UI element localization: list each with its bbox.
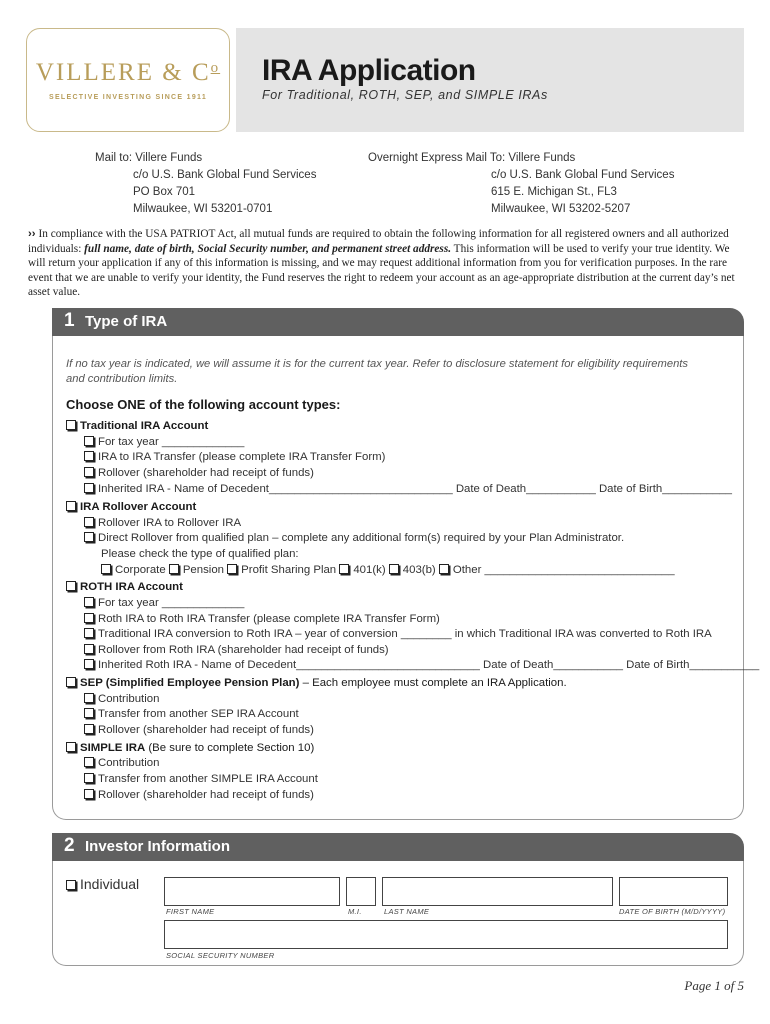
option-corporate[interactable]: Corporate xyxy=(101,564,166,576)
first-name-field[interactable] xyxy=(164,877,340,906)
section-2-header xyxy=(52,833,744,861)
middle-initial-field[interactable] xyxy=(346,877,376,906)
option-simple-contribution[interactable]: Contribution xyxy=(84,756,159,771)
checkbox[interactable] xyxy=(84,693,94,703)
logo-superscript: o xyxy=(210,60,221,76)
option-rollover[interactable]: Rollover (shareholder had receipt of funds) xyxy=(84,466,314,481)
section-1-header xyxy=(52,308,744,336)
logo-tagline: SELECTIVE INVESTING SINCE 1911 xyxy=(48,94,208,101)
chevron-right-icon: ›› xyxy=(28,228,36,240)
header-band xyxy=(236,28,744,132)
checkbox[interactable] xyxy=(84,467,94,477)
option-ira-rollover-account[interactable]: IRA Rollover Account xyxy=(66,500,196,515)
option-403b[interactable]: 403(b) xyxy=(389,564,436,576)
overnight-address xyxy=(368,150,674,218)
checkbox[interactable] xyxy=(84,628,94,638)
patriot-text-bold: full name, date of birth, Social Security number, and permanent street address. xyxy=(84,242,452,255)
option-other[interactable]: Other ______________________________ xyxy=(439,564,675,576)
option-sep-contribution[interactable]: Contribution xyxy=(84,692,159,707)
patriot-text-a: In compliance with the USA PATRIOT Act, all mutual funds are required to obtain the following information for all registered owners and all authorized individuals: xyxy=(28,228,729,255)
choose-heading: Choose ONE of the following account types: xyxy=(66,397,341,412)
section-title: Investor Information xyxy=(85,838,231,855)
first-name-label: FIRST NAME xyxy=(166,907,215,916)
option-tax-year[interactable]: For tax year _____________ xyxy=(84,435,244,450)
last-name-label: LAST NAME xyxy=(384,907,430,916)
option-rollover-ira[interactable]: Rollover IRA to Rollover IRA xyxy=(84,516,241,531)
overnight-line: 615 E. Michigan St., FL3 xyxy=(491,186,617,198)
overnight-line: Milwaukee, WI 53202-5207 xyxy=(491,203,631,215)
overnight-line: Villere Funds xyxy=(508,152,576,164)
logo xyxy=(26,28,230,132)
checkbox[interactable] xyxy=(84,724,94,734)
checkbox[interactable] xyxy=(84,773,94,783)
overnight-line: c/o U.S. Bank Global Fund Services xyxy=(491,169,675,181)
last-name-field[interactable] xyxy=(382,877,613,906)
patriot-text-b: This information will be used to verify your true identity. We will return your application if any of this information is missing, and we may request additional information from you for verification purposes. In the rare event that we are unable to verify your identity, the Fund reserves the right to redeem your account as an age-appropriate distribution at the current day’s net asset value. xyxy=(28,242,735,299)
checkbox[interactable] xyxy=(84,789,94,799)
option-401k[interactable]: 401(k) xyxy=(339,564,385,576)
logo-name: VILLERE & $C^o$ xyxy=(35,59,221,86)
option-roth-conversion[interactable]: Traditional IRA conversion to Roth IRA – year of conversion ________ in which Traditional IRA was converted to Roth IRA xyxy=(84,627,712,642)
checkbox[interactable] xyxy=(84,483,94,493)
checkbox[interactable] xyxy=(84,517,94,527)
ssn-label: SOCIAL SECURITY NUMBER xyxy=(166,951,275,960)
checkbox[interactable] xyxy=(84,757,94,767)
mail-line: Milwaukee, WI 53201-0701 xyxy=(133,203,273,215)
option-sep[interactable]: SEP (Simplified Employee Pension Plan) – Each employee must complete an IRA Application. xyxy=(66,676,567,691)
checkbox[interactable] xyxy=(169,564,179,574)
section-number: 2 xyxy=(64,835,75,856)
checkbox[interactable] xyxy=(66,880,76,890)
checkbox[interactable] xyxy=(101,564,111,574)
option-sep-rollover[interactable]: Rollover (shareholder had receipt of funds) xyxy=(84,723,314,738)
mail-address xyxy=(95,150,316,218)
option-simple-rollover[interactable]: Rollover (shareholder had receipt of funds) xyxy=(84,788,314,803)
ssn-field[interactable] xyxy=(164,920,728,949)
option-traditional-ira[interactable]: Traditional IRA Account xyxy=(66,419,208,434)
checkbox[interactable] xyxy=(66,581,76,591)
checkbox[interactable] xyxy=(84,451,94,461)
checkbox[interactable] xyxy=(227,564,237,574)
section-number: 1 xyxy=(64,310,75,331)
option-profit-sharing[interactable]: Profit Sharing Plan xyxy=(227,564,336,576)
section-title: Type of IRA xyxy=(85,313,168,330)
option-ira-transfer[interactable]: IRA to IRA Transfer (please complete IRA Transfer Form) xyxy=(84,450,385,465)
option-inherited-ira[interactable]: Inherited IRA - Name of Decedent_____________________________ Date of Death___________ Date of Birth___________ xyxy=(84,482,732,497)
date-of-birth-label: DATE OF BIRTH (M/D/YYYY) xyxy=(619,907,726,916)
option-direct-rollover[interactable]: Direct Rollover from qualified plan – complete any additional form(s) required by your Plan Administrator. xyxy=(84,531,624,546)
checkbox[interactable] xyxy=(339,564,349,574)
page-subtitle: For Traditional, ROTH, SEP, and SIMPLE IRAs xyxy=(262,88,548,102)
mail-line: Villere Funds xyxy=(135,152,203,164)
mail-label: Mail to: xyxy=(95,152,133,164)
option-sep-transfer[interactable]: Transfer from another SEP IRA Account xyxy=(84,707,299,722)
checkbox[interactable] xyxy=(389,564,399,574)
option-individual[interactable]: Individual xyxy=(66,876,139,892)
checkbox[interactable] xyxy=(84,644,94,654)
mail-line: PO Box 701 xyxy=(133,186,196,198)
middle-initial-label: M.I. xyxy=(348,907,362,916)
patriot-act-notice xyxy=(28,227,748,300)
section-1-note: If no tax year is indicated, we will assume it is for the current tax year. Refer to disclosure statement for eligibility requirements and contribution limits. xyxy=(66,358,688,385)
option-simple-transfer[interactable]: Transfer from another SIMPLE IRA Account xyxy=(84,772,318,787)
checkbox[interactable] xyxy=(84,532,94,542)
option-simple-ira[interactable]: SIMPLE IRA (Be sure to complete Section 10) xyxy=(66,741,314,756)
checkbox[interactable] xyxy=(84,613,94,623)
option-roth-ira-account[interactable]: ROTH IRA Account xyxy=(66,580,183,595)
option-inherited-roth[interactable]: Inherited Roth IRA - Name of Decedent_____________________________ Date of Death___________ Date of Birth___________ xyxy=(84,658,759,673)
qualified-plan-options xyxy=(101,563,675,578)
mail-line: c/o U.S. Bank Global Fund Services xyxy=(133,169,317,181)
option-roth-tax-year[interactable]: For tax year _____________ xyxy=(84,596,244,611)
checkbox[interactable] xyxy=(84,436,94,446)
option-pension[interactable]: Pension xyxy=(169,564,224,576)
qualified-plan-label: Please check the type of qualified plan: xyxy=(101,548,299,560)
checkbox[interactable] xyxy=(439,564,449,574)
checkbox[interactable] xyxy=(66,742,76,752)
page-title: IRA Application xyxy=(262,54,476,87)
date-of-birth-field[interactable] xyxy=(619,877,728,906)
checkbox[interactable] xyxy=(84,659,94,669)
checkbox[interactable] xyxy=(66,501,76,511)
checkbox[interactable] xyxy=(66,677,76,687)
checkbox[interactable] xyxy=(84,597,94,607)
overnight-label: Overnight Express Mail To: xyxy=(368,152,506,164)
option-roth-transfer[interactable]: Roth IRA to Roth IRA Transfer (please complete IRA Transfer Form) xyxy=(84,612,440,627)
checkbox[interactable] xyxy=(84,708,94,718)
option-roth-rollover[interactable]: Rollover from Roth IRA (shareholder had receipt of funds) xyxy=(84,643,389,658)
page-number: Page 1 of 5 xyxy=(684,978,744,993)
checkbox[interactable] xyxy=(66,420,76,430)
